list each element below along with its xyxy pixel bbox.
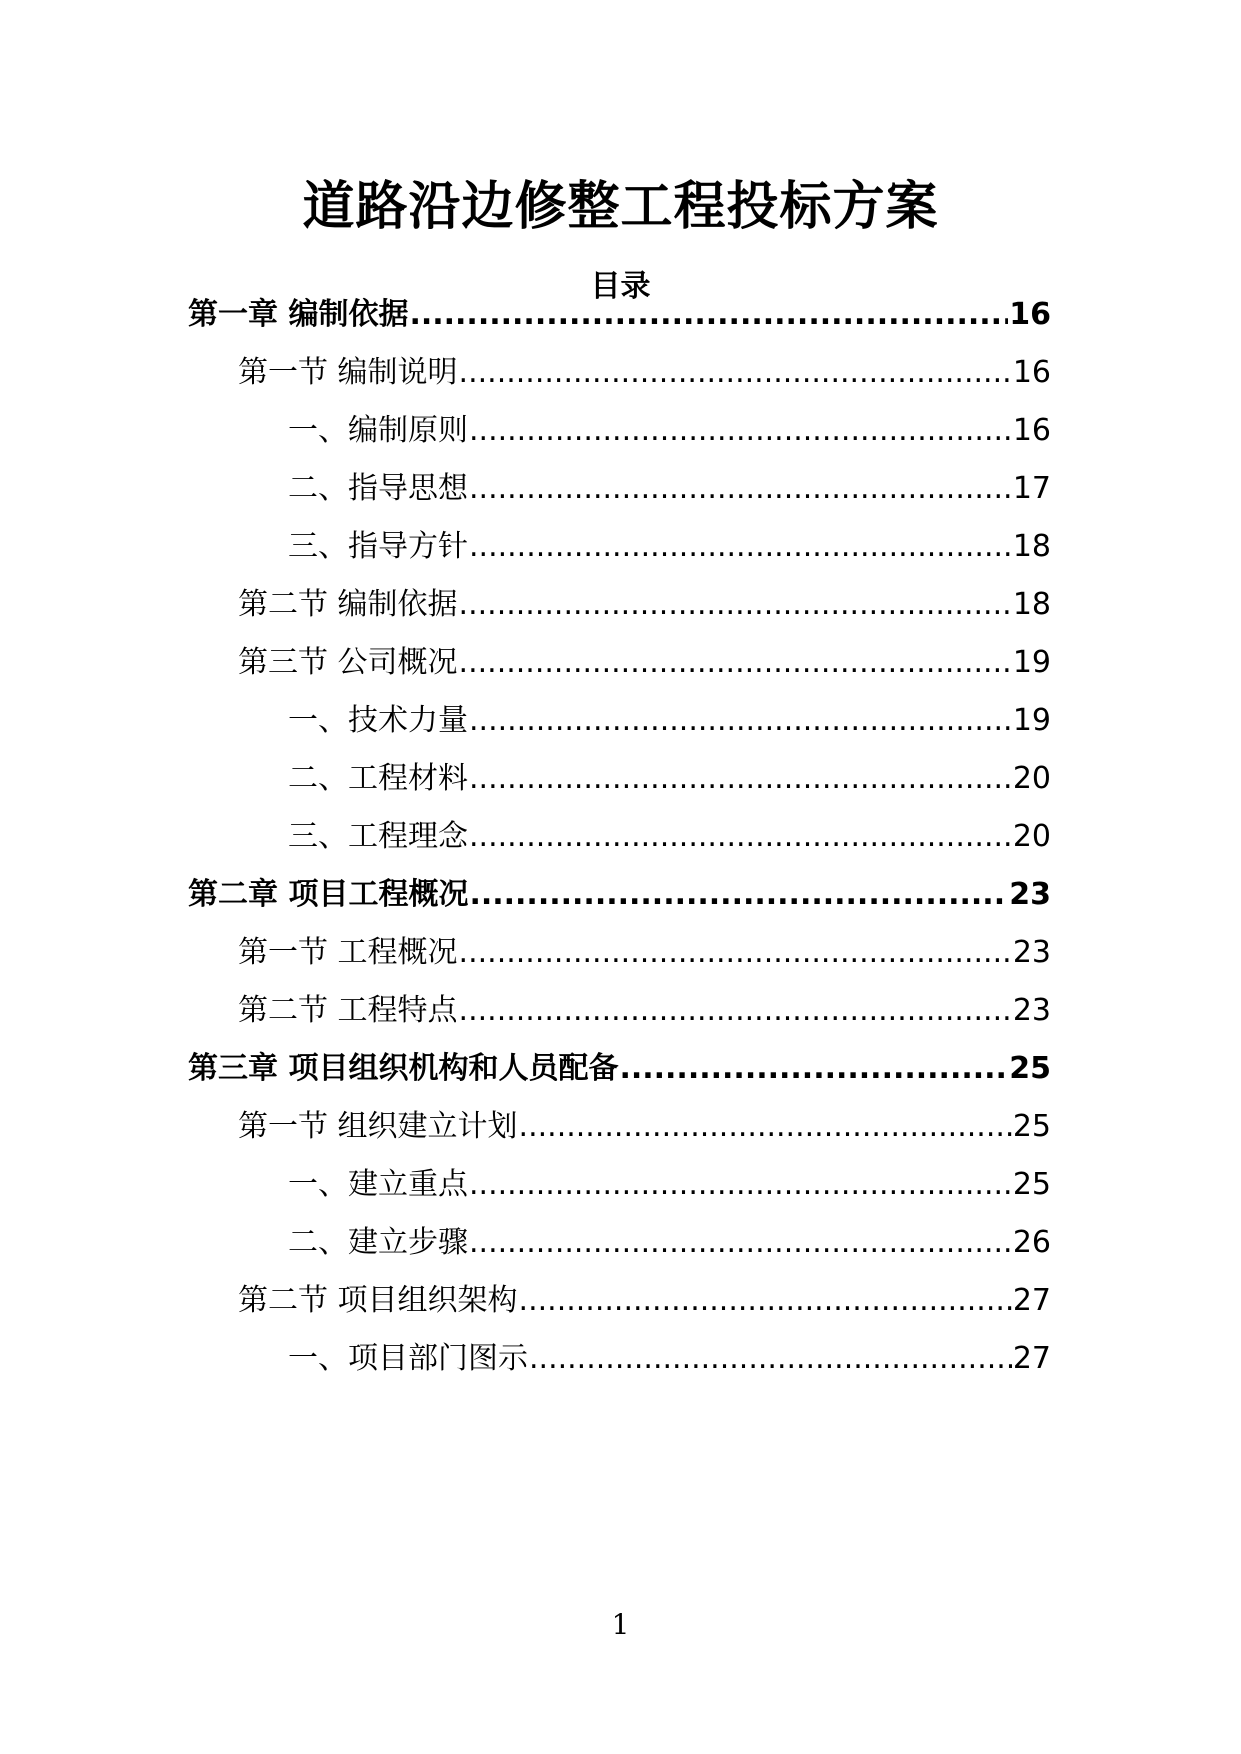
toc-dot-leader xyxy=(469,757,1012,801)
toc-entry-page: 25 xyxy=(1009,1051,1051,1086)
toc-entry-label: 第一节 工程概况 xyxy=(238,935,458,970)
toc-entry-page: 25 xyxy=(1012,1167,1051,1202)
toc-entry[interactable] xyxy=(238,641,1051,685)
toc-entry-label: 二、指导思想 xyxy=(288,471,468,506)
toc-entry[interactable] xyxy=(238,583,1051,627)
toc-entry[interactable] xyxy=(288,815,1051,859)
toc-entry-page: 19 xyxy=(1012,645,1051,680)
toc-entry-label: 第一章 编制依据 xyxy=(188,297,409,332)
toc-entry-label: 二、工程材料 xyxy=(288,761,468,796)
toc-entry[interactable] xyxy=(238,1105,1051,1149)
toc-entry[interactable] xyxy=(238,1279,1051,1323)
toc-entry-label: 第二节 工程特点 xyxy=(238,993,458,1028)
toc-entry-page: 20 xyxy=(1012,761,1051,796)
toc-dot-leader xyxy=(519,1105,1012,1149)
toc-entry-label: 第二节 项目组织架构 xyxy=(238,1283,518,1318)
toc-entry-page: 27 xyxy=(1012,1341,1051,1376)
toc-entry[interactable] xyxy=(188,1047,1051,1091)
toc-entry-label: 三、工程理念 xyxy=(288,819,468,854)
toc-entry-page: 23 xyxy=(1012,993,1051,1028)
toc-dot-leader xyxy=(459,931,1012,975)
document-title: 道路沿边修整工程投标方案 xyxy=(302,177,939,237)
toc-entry-page: 23 xyxy=(1012,935,1051,970)
toc-entry[interactable] xyxy=(238,351,1051,395)
toc-dot-leader xyxy=(469,815,1012,859)
toc-entry-page: 18 xyxy=(1012,529,1051,564)
toc-entry[interactable] xyxy=(288,1337,1051,1381)
toc-entry-page: 20 xyxy=(1012,819,1051,854)
toc-entry-page: 17 xyxy=(1012,471,1051,506)
toc-entry[interactable] xyxy=(288,757,1051,801)
toc-dot-leader xyxy=(469,873,1008,917)
toc-entry[interactable] xyxy=(288,699,1051,743)
toc-entry-label: 一、编制原则 xyxy=(288,413,468,448)
toc-heading: 目录 xyxy=(590,269,651,304)
toc-dot-leader xyxy=(409,293,1008,337)
toc-entry[interactable] xyxy=(288,409,1051,453)
toc-dot-leader xyxy=(619,1047,1008,1091)
toc-entry-label: 第二节 编制依据 xyxy=(238,587,458,622)
toc-dot-leader xyxy=(469,467,1012,511)
toc-entry-page: 23 xyxy=(1009,877,1051,912)
toc-entry-page: 18 xyxy=(1012,587,1051,622)
toc-entry[interactable] xyxy=(288,525,1051,569)
toc-entry-label: 一、项目部门图示 xyxy=(288,1341,528,1376)
toc-dot-leader xyxy=(459,641,1012,685)
toc-entry-page: 16 xyxy=(1012,355,1051,390)
toc-entry-page: 19 xyxy=(1012,703,1051,738)
page-number: 1 xyxy=(611,1608,630,1641)
toc-dot-leader xyxy=(529,1337,1012,1381)
toc-entry[interactable] xyxy=(238,931,1051,975)
toc-dot-leader xyxy=(459,351,1012,395)
toc-entry-label: 第一节 组织建立计划 xyxy=(238,1109,518,1144)
toc-dot-leader xyxy=(469,525,1012,569)
toc-entry-page: 16 xyxy=(1012,413,1051,448)
toc-entry-label: 三、指导方针 xyxy=(288,529,468,564)
toc-entry[interactable] xyxy=(188,293,1051,337)
toc-entry[interactable] xyxy=(188,873,1051,917)
toc-entry-label: 一、技术力量 xyxy=(288,703,468,738)
toc-entry[interactable] xyxy=(288,467,1051,511)
toc-dot-leader xyxy=(469,1163,1012,1207)
toc-dot-leader xyxy=(469,1221,1012,1265)
toc-entry-page: 16 xyxy=(1009,297,1051,332)
toc-entry-label: 第二章 项目工程概况 xyxy=(188,877,469,912)
toc-entry-page: 25 xyxy=(1012,1109,1051,1144)
toc-entry[interactable] xyxy=(288,1221,1051,1265)
toc-dot-leader xyxy=(459,989,1012,1033)
toc-entry-label: 第三节 公司概况 xyxy=(238,645,458,680)
toc-entry-label: 第一节 编制说明 xyxy=(238,355,458,390)
toc-dot-leader xyxy=(469,699,1012,743)
toc-entry-page: 27 xyxy=(1012,1283,1051,1318)
toc-entry-label: 第三章 项目组织机构和人员配备 xyxy=(188,1051,619,1086)
toc-dot-leader xyxy=(469,409,1012,453)
toc-dot-leader xyxy=(519,1279,1012,1323)
toc-entry-page: 26 xyxy=(1012,1225,1051,1260)
toc-entry-label: 二、建立步骤 xyxy=(288,1225,468,1260)
toc-entry[interactable] xyxy=(288,1163,1051,1207)
toc-entry[interactable] xyxy=(238,989,1051,1033)
toc-entry-label: 一、建立重点 xyxy=(288,1167,468,1202)
toc-dot-leader xyxy=(459,583,1012,627)
